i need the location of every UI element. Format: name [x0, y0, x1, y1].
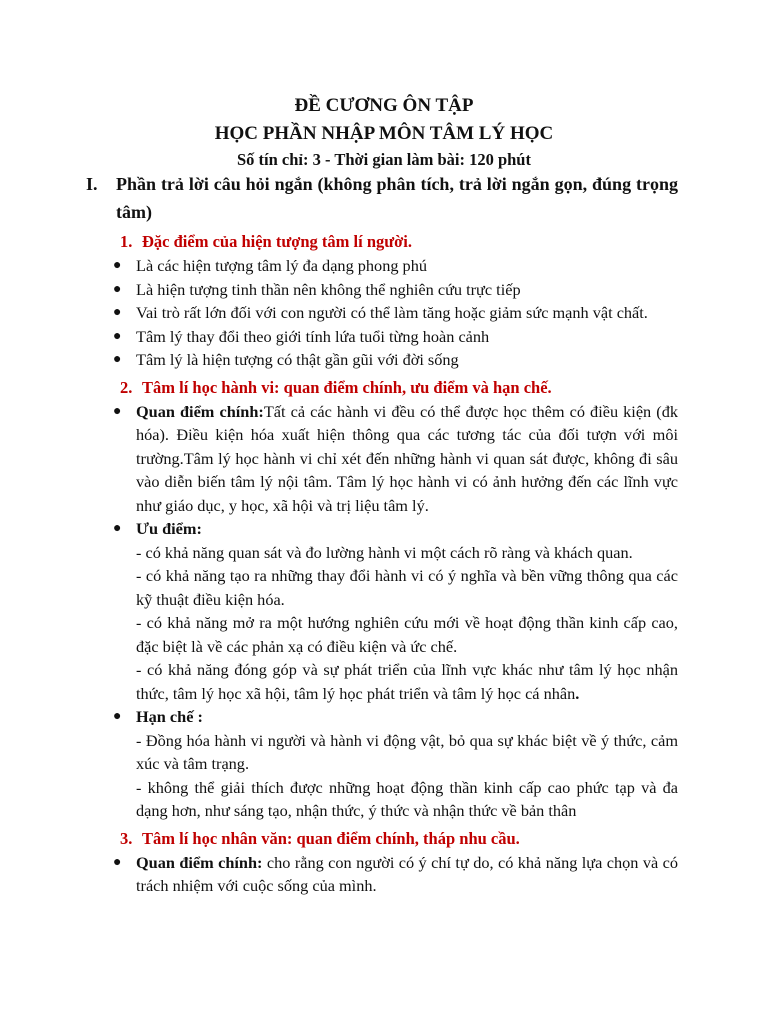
advantage-item: - có khả năng mở ra một hướng nghiên cứu mới về hoạt động thần kinh cấp cao, đặc biệt là về các phản xạ có điều kiện và ức chế. — [136, 613, 678, 656]
question-title-text: Tâm lí học nhân văn: quan điểm chính, tháp nhu cầu. — [142, 828, 520, 848]
bullet-icon: ● — [113, 521, 122, 536]
main-view-paragraph — [86, 851, 678, 898]
bullet-icon: ● — [113, 328, 122, 344]
bullet-icon: ● — [113, 709, 122, 724]
limitation-item: - không thể giải thích được những hoạt động thần kinh cấp cao phức tạp và đa dạng hơn, như sáng tạo, nhận thức, ý thức và nhận thức về bản thân — [136, 777, 678, 820]
bullet-icon: ● — [113, 305, 122, 320]
limitations-heading — [86, 705, 678, 729]
main-view-label: Quan điểm chính: — [136, 401, 264, 421]
main-view-label: Quan điểm chính: — [136, 852, 263, 872]
question-1-title — [120, 230, 678, 254]
course-title: HỌC PHẦN NHẬP MÔN TÂM LÝ HỌC — [214, 123, 554, 144]
advantage-item-last — [86, 658, 678, 705]
list-item-text: Là các hiện tượng tâm lý đa dạng phong phú — [136, 256, 427, 275]
list-item-text: Vai trò rất lớn đối với con người có thể làm tăng hoặc giảm sức mạnh vật chất. — [136, 303, 648, 322]
bullet-icon: ● — [113, 281, 122, 297]
title-block — [0, 92, 768, 172]
list-item — [86, 325, 678, 349]
section-heading-text: Phần trả lời câu hỏi ngắn (không phân tích, trả lời ngắn gọn, đúng trọng tâm) — [116, 174, 678, 222]
list-item-text: Là hiện tượng tinh thần nên không thể nghiên cứu trực tiếp — [136, 279, 521, 299]
bullet-icon: ● — [113, 352, 122, 367]
bullet-icon: ● — [113, 854, 122, 870]
question-title-text: Tâm lí học hành vi: quan điểm chính, ưu điểm và hạn chế. — [142, 377, 552, 397]
main-view-paragraph — [86, 400, 678, 518]
advantages-heading — [86, 517, 678, 541]
main-view-text: cho rằng con người có ý chí tự do, có khả năng lựa chọn và có trách nhiệm với cuộc sống của mình. — [136, 852, 678, 895]
list-item — [86, 348, 678, 372]
list-item — [86, 278, 678, 302]
advantage-item-text: - có khả năng đóng góp và sự phát triển của lĩnh vực khác như tâm lý học nhận thức, tâm lý học xã hội, tâm lý học phát triển và tâm lý học cá nhân — [136, 660, 678, 703]
question-1-bullets — [86, 254, 678, 372]
list-item — [86, 301, 678, 325]
question-2-title — [120, 376, 678, 400]
limitation-item: - Đồng hóa hành vi người và hành vi động vật, bỏ qua sự khác biệt về ý thức, cảm xúc và tâm trạng. — [136, 730, 678, 773]
document-title: ĐỀ CƯƠNG ÔN TẬP — [294, 95, 474, 116]
question-number: 2. — [120, 377, 133, 397]
bullet-icon: ● — [113, 258, 122, 273]
list-item — [86, 254, 678, 278]
section-heading — [86, 170, 678, 226]
list-item-text: Tâm lý là hiện tượng có thật gần gũi với đời sống — [136, 350, 459, 369]
advantages-label: Ưu điểm: — [136, 519, 202, 538]
question-number: 3. — [120, 828, 133, 848]
limitations-label: Hạn chế : — [136, 707, 203, 726]
section-numeral: I. — [86, 174, 98, 194]
course-info: Số tín chỉ: 3 - Thời gian làm bài: 120 phút — [237, 150, 531, 169]
advantage-item: - có khả năng quan sát và đo lường hành vi một cách rõ ràng và khách quan. — [136, 542, 633, 562]
bullet-icon: ● — [113, 403, 122, 419]
advantage-item: - có khả năng tạo ra những thay đổi hành vi có ý nghĩa và bền vững thông qua các kỹ thuật điều kiện hóa. — [136, 566, 678, 609]
question-title-text: Đặc điểm của hiện tượng tâm lí người. — [142, 232, 412, 251]
question-3-title — [120, 827, 678, 851]
question-number: 1. — [120, 232, 133, 251]
section-short-answers — [86, 170, 678, 898]
main-view-text: Tất cả các hành vi đều có thể được học thêm có điều kiện (đk hóa). Điều kiện hóa xuất hiện thông qua các tương tác của đối tượn với môi trường.Tâm lý học hành vi chỉ xét đến những hành vi quan sát được, không đi sâu vào diễn biến tâm lý nội tâm. Tâm lý học hành vi có ảnh hưởng đến các lĩnh vực như giáo dục, y học, xã hội và trị liệu tâm lý. — [136, 401, 678, 515]
list-item-text: Tâm lý thay đổi theo giới tính lứa tuổi từng hoàn cảnh — [136, 326, 490, 346]
bold-period: . — [575, 683, 580, 703]
